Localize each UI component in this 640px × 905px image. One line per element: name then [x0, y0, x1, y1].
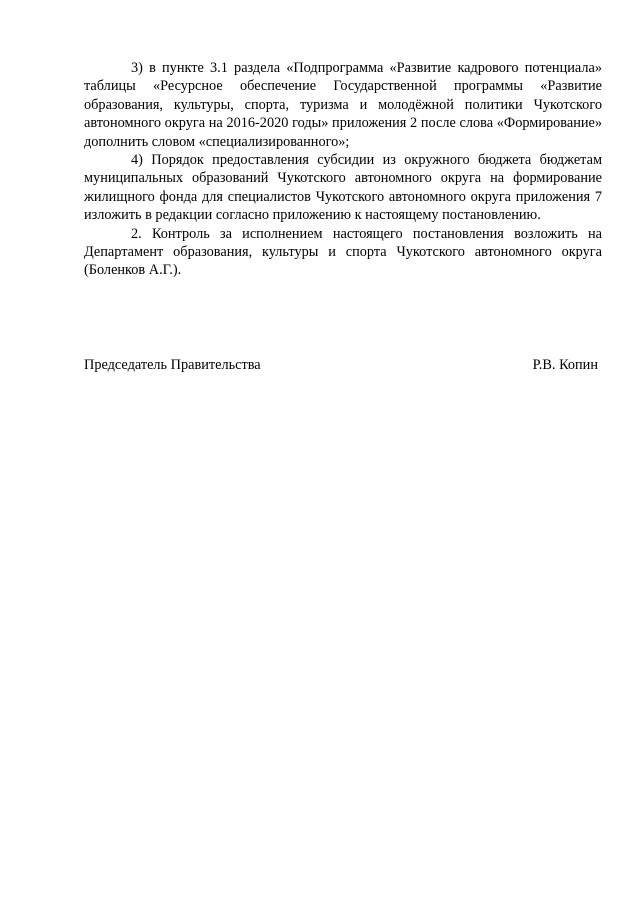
paragraph-item-4: 4) Порядок предоставления субсидии из окружного бюджета бюджетам муниципальных образований Чукотского автономного округа на формирование жилищного фонда для специалистов Чукотского автономного округа приложения 7 изложить в редакции согласно приложению к настоящему постановлению.: [84, 152, 602, 224]
document-body: [84, 59, 602, 280]
signature-name: Р.В. Копин: [532, 357, 598, 373]
paragraph-control: 2. Контроль за исполнением настоящего постановления возложить на Департамент образования, культуры и спорта Чукотского автономного округа (Боленков А.Г.).: [84, 225, 602, 279]
signature-block: [84, 356, 598, 374]
paragraph-item-3: 3) в пункте 3.1 раздела «Подпрограмма «Развитие кадрового потенциала» таблицы «Ресурсное обеспечение Государственной программы «Развитие образования, культуры, спорта, туризма и молодёжной политики Чукотского автономного округа на 2016-2020 годы» приложения 2 после слова «Формирование» дополнить словом «специализированного»;: [84, 60, 602, 150]
signature-title: Председатель Правительства: [84, 357, 261, 373]
